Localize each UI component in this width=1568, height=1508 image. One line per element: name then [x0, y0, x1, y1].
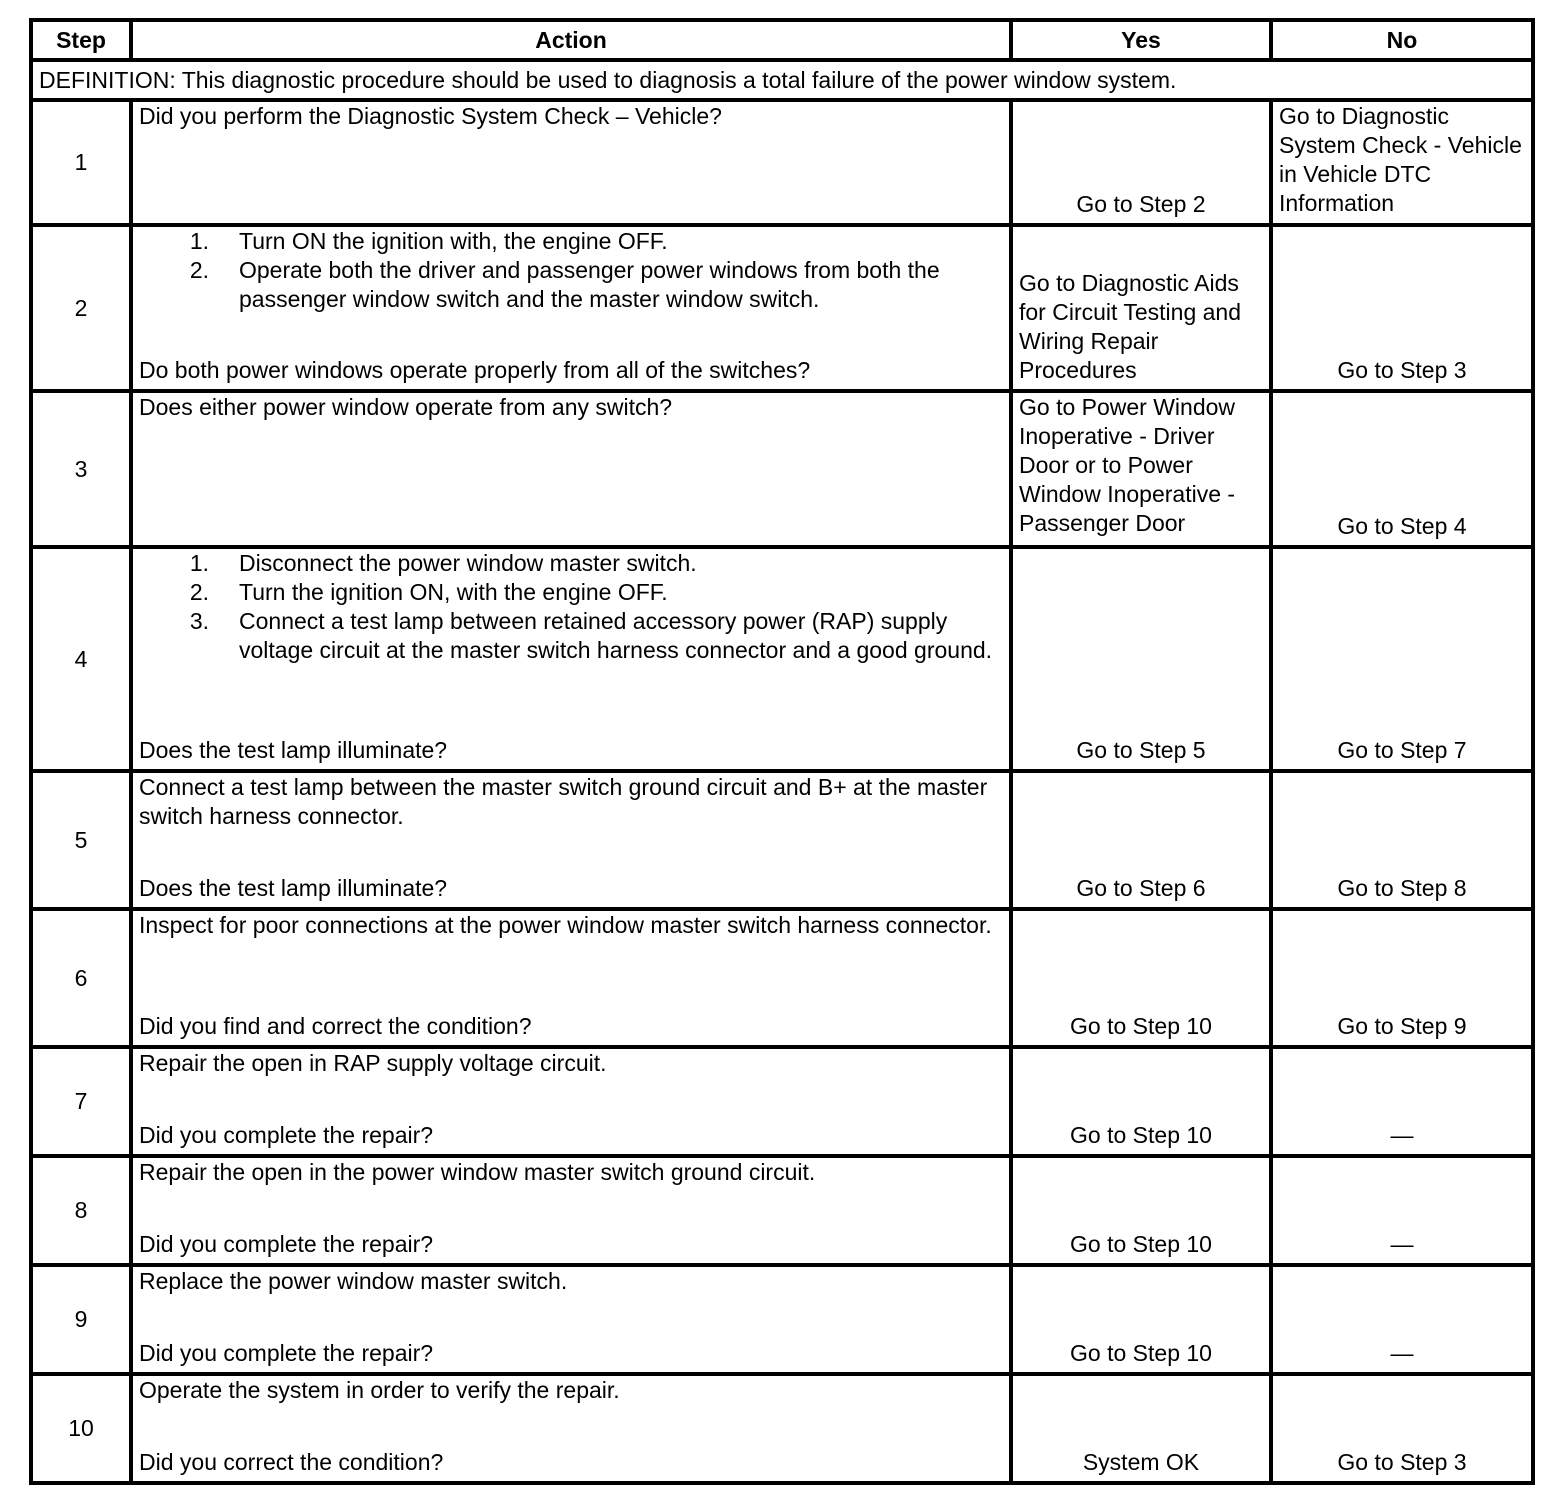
- no-result: Go to Step 7: [1337, 737, 1467, 763]
- action-question: Did you correct the condition?: [139, 1449, 444, 1475]
- no-result: Go to Step 4: [1337, 513, 1467, 539]
- substep-item: [139, 549, 1003, 578]
- yes-cell: [1011, 1156, 1271, 1265]
- step-number: 8: [31, 1156, 131, 1265]
- no-cell: [1271, 225, 1533, 391]
- yes-result: Go to Step 6: [1076, 875, 1206, 901]
- yes-cell: [1011, 391, 1271, 547]
- substep-item: [139, 607, 1003, 665]
- table-row: [31, 225, 1533, 391]
- no-result: —: [1390, 1122, 1414, 1148]
- yes-cell: [1011, 547, 1271, 771]
- no-result: Go to Step 8: [1337, 875, 1467, 901]
- action-question: Did you complete the repair?: [139, 1340, 434, 1366]
- no-cell: [1271, 1374, 1533, 1483]
- yes-result: System OK: [1082, 1449, 1200, 1475]
- yes-result: Go to Step 5: [1076, 737, 1206, 763]
- action-cell: [131, 225, 1011, 391]
- action-text: Inspect for poor connections at the power window master switch harness connector.: [139, 912, 992, 938]
- substep-number: 2.: [189, 579, 209, 605]
- substep-text: Disconnect the power window master switch.: [239, 550, 697, 576]
- action-cell: [131, 547, 1011, 771]
- no-result: Go to Step 9: [1337, 1013, 1467, 1039]
- action-text: Connect a test lamp between the master switch ground circuit and B+ at the master switch harness connector.: [139, 774, 988, 829]
- action-cell: [131, 771, 1011, 909]
- table-row: [31, 547, 1533, 771]
- step-number: 5: [31, 771, 131, 909]
- substep-item: [139, 227, 1003, 256]
- substep-item: [139, 578, 1003, 607]
- action-cell: [131, 391, 1011, 547]
- substep-number: 3.: [189, 608, 209, 634]
- substep-text: Turn the ignition ON, with the engine OFF.: [239, 579, 668, 605]
- yes-cell: [1011, 771, 1271, 909]
- yes-result: Go to Step 10: [1070, 1340, 1212, 1366]
- yes-cell: [1011, 225, 1271, 391]
- action-text: Repair the open in RAP supply voltage circuit.: [139, 1050, 607, 1076]
- yes-cell: [1011, 1047, 1271, 1156]
- definition-text: DEFINITION: This diagnostic procedure should be used to diagnosis a total failure of the power window system.: [31, 60, 1533, 100]
- step-number: 10: [31, 1374, 131, 1483]
- yes-result: Go to Step 10: [1070, 1122, 1212, 1148]
- no-cell: [1271, 391, 1533, 547]
- substep-item: [139, 256, 1003, 314]
- no-result: —: [1390, 1231, 1414, 1257]
- table-row: [31, 1156, 1533, 1265]
- action-cell: [131, 1265, 1011, 1374]
- action-question: Does the test lamp illuminate?: [139, 875, 448, 901]
- header-step: Step: [31, 20, 131, 60]
- no-result: —: [1390, 1340, 1414, 1366]
- action-text: Does either power window operate from any switch?: [139, 394, 673, 420]
- table-row: [31, 1374, 1533, 1483]
- step-number: 1: [31, 100, 131, 225]
- action-cell: [131, 909, 1011, 1047]
- action-question: Does the test lamp illuminate?: [139, 737, 448, 763]
- no-result: Go to Step 3: [1337, 357, 1467, 383]
- yes-result: Go to Step 10: [1070, 1013, 1212, 1039]
- header-yes: Yes: [1011, 20, 1271, 60]
- yes-cell: [1011, 1265, 1271, 1374]
- no-cell: [1271, 1047, 1533, 1156]
- no-cell: [1271, 100, 1533, 225]
- action-question: Did you complete the repair?: [139, 1231, 434, 1257]
- substep-number: 1.: [189, 550, 209, 576]
- no-cell: [1271, 547, 1533, 771]
- yes-result: Go to Step 2: [1076, 191, 1206, 217]
- substep-list: [139, 549, 1003, 665]
- substep-list: [139, 227, 1003, 314]
- substep-text: Connect a test lamp between retained accessory power (RAP) supply voltage circuit at the master switch harness connector and a good ground.: [239, 608, 993, 663]
- definition-row: [31, 60, 1533, 100]
- step-number: 6: [31, 909, 131, 1047]
- no-cell: [1271, 1265, 1533, 1374]
- table-row: [31, 1265, 1533, 1374]
- table-row: [31, 100, 1533, 225]
- no-result: Go to Diagnostic System Check - Vehicle in Vehicle DTC Information: [1279, 103, 1522, 216]
- action-text: Operate the system in order to verify the repair.: [139, 1377, 620, 1403]
- step-number: 2: [31, 225, 131, 391]
- yes-result: Go to Power Window Inoperative - Driver Door or to Power Window Inoperative - Passenger Door: [1019, 394, 1236, 536]
- yes-cell: [1011, 1374, 1271, 1483]
- action-text: Did you perform the Diagnostic System Check – Vehicle?: [139, 103, 722, 129]
- substep-text: Turn ON the ignition with, the engine OFF.: [239, 228, 668, 254]
- header-row: [31, 20, 1533, 60]
- table-row: [31, 771, 1533, 909]
- step-number: 7: [31, 1047, 131, 1156]
- action-text: Repair the open in the power window master switch ground circuit.: [139, 1159, 816, 1185]
- no-result: Go to Step 3: [1337, 1449, 1467, 1475]
- table-row: [31, 909, 1533, 1047]
- action-cell: [131, 100, 1011, 225]
- step-number: 4: [31, 547, 131, 771]
- yes-cell: [1011, 909, 1271, 1047]
- table-row: [31, 391, 1533, 547]
- step-number: 9: [31, 1265, 131, 1374]
- substep-text: Operate both the driver and passenger power windows from both the passenger window switch and the master window switch.: [239, 257, 940, 312]
- substep-number: 2.: [189, 257, 209, 283]
- header-no: No: [1271, 20, 1533, 60]
- substep-number: 1.: [189, 228, 209, 254]
- no-cell: [1271, 909, 1533, 1047]
- diagnostic-table: [29, 18, 1535, 1485]
- header-action: Action: [131, 20, 1011, 60]
- step-number: 3: [31, 391, 131, 547]
- action-question: Did you complete the repair?: [139, 1122, 434, 1148]
- yes-result: Go to Step 10: [1070, 1231, 1212, 1257]
- yes-result: Go to Diagnostic Aids for Circuit Testing and Wiring Repair Procedures: [1019, 270, 1242, 383]
- action-question: Did you find and correct the condition?: [139, 1013, 532, 1039]
- table-row: [31, 1047, 1533, 1156]
- no-cell: [1271, 771, 1533, 909]
- action-cell: [131, 1156, 1011, 1265]
- no-cell: [1271, 1156, 1533, 1265]
- yes-cell: [1011, 100, 1271, 225]
- action-cell: [131, 1374, 1011, 1483]
- action-cell: [131, 1047, 1011, 1156]
- action-question: Do both power windows operate properly from all of the switches?: [139, 357, 811, 383]
- action-text: Replace the power window master switch.: [139, 1268, 568, 1294]
